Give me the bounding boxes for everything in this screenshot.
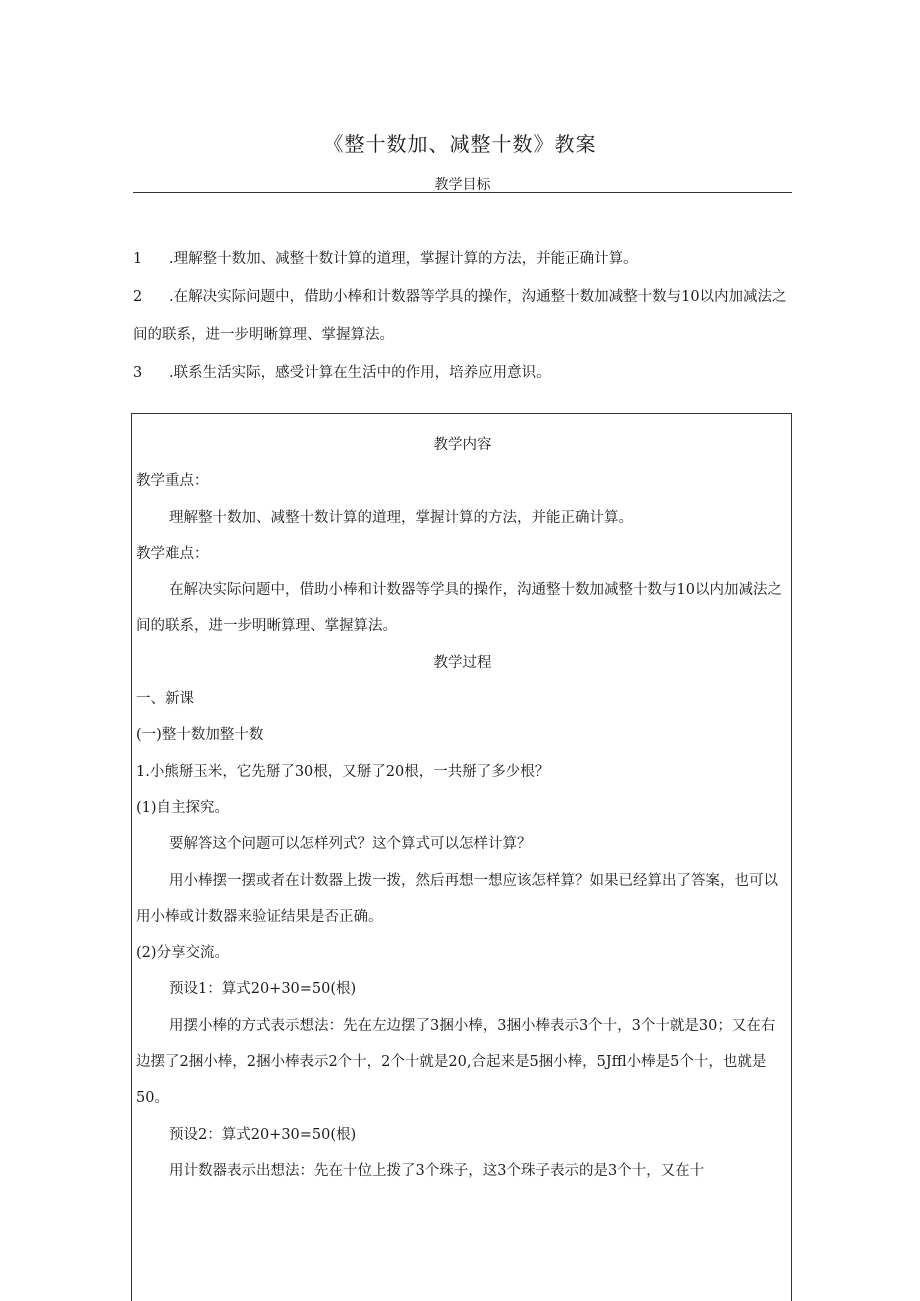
goal-item: 3 .联系生活实际，感受计算在生活中的作用，培养应用意识。 [133,365,551,381]
key-point-label: 教学重点： [136,473,209,490]
preset-text: 用摆小棒的方式表示想法：先在左边摆了3捆小棒，3捆小棒表示3个十，3个十就是30；又在右边摆了2捆小棒，2捆小棒表示2个十，2个十就是20,合起来是5捆小棒，5Jffl小棒是5个十，也就是50。 [136,1017,776,1107]
goals-list [133,240,792,392]
preset-heading: 预设1：算式20+30=50(根) [169,981,357,998]
goal-item: 1 .理解整十数加、减整十数计算的道理，掌握计算的方法，并能正确计算。 [133,251,638,267]
step-question: 要解答这个问题可以怎样列式？这个算式可以怎样计算？ [169,836,532,853]
content-box [131,413,792,1301]
preset-text: 用计数器表示出想法：先在十位上拨了3个珠子，这3个珠子表示的是3个十，又在十 [169,1162,705,1179]
step-hint: 用小棒摆一摆或者在计数器上拨一拨，然后再想一想应该怎样算？如果已经算出了答案，也可以用小棒或计数器来验证结果是否正确。 [136,872,778,925]
problem-text: 1.小熊掰玉米，它先掰了30根，又掰了20根，一共掰了多少根？ [136,763,550,780]
content-heading: 教学内容 [433,437,492,453]
difficulty-text: 在解决实际问题中，借助小棒和计数器等学具的操作，沟通整十数加减整十数与10以内加减法之间的联系，进一步明晰算理、掌握算法。 [136,582,782,635]
section-heading: 一、新课 [136,691,194,708]
goals-heading: 教学目标 [434,177,491,193]
goals-divider [133,192,792,193]
subsection-heading: (一)整十数加整十数 [136,727,264,744]
step-heading: (1)自主探究。 [136,799,230,816]
key-point-text: 理解整十数加、减整十数计算的道理，掌握计算的方法，并能正确计算。 [169,509,633,526]
document-title: 《整十数加、减整十数》教案 [323,132,597,156]
goal-item: 2 .在解决实际问题中，借助小棒和计数器等学具的操作，沟通整十数加减整十数与10以内加减法之间的联系，进一步明晰算理、掌握算法。 [133,289,787,343]
preset-heading: 预设2：算式20+30=50(根) [169,1126,357,1143]
difficulty-label: 教学难点： [136,545,209,562]
process-heading: 教学过程 [433,654,492,671]
step-heading: (2)分享交流。 [136,945,230,962]
